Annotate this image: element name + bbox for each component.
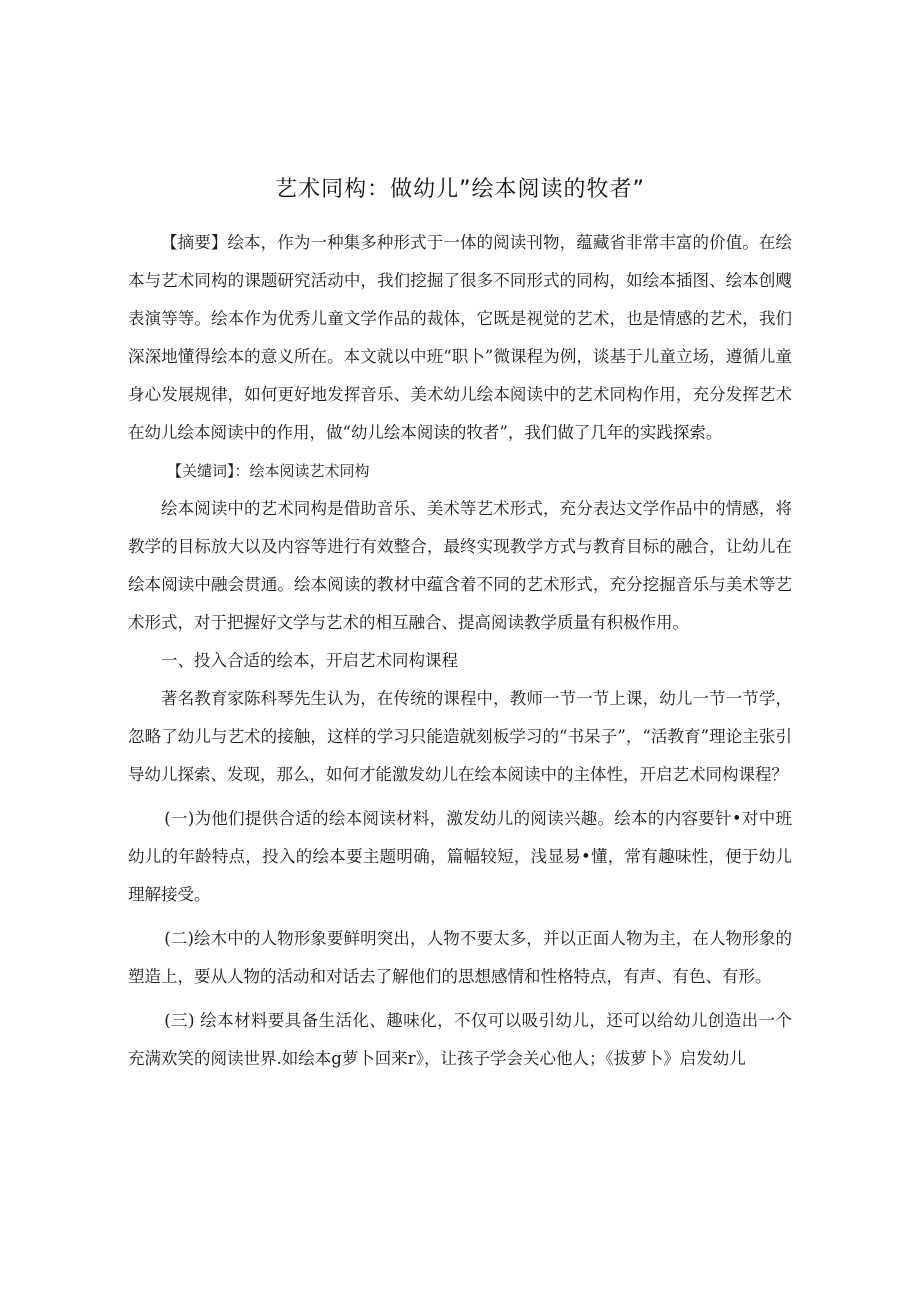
keywords-text: 绘本阅读艺术同构 [249,462,370,480]
abstract-label: 【摘要】 [161,233,228,252]
section-1-heading: 一、投入合适的绘本，开启艺术同构课程 [161,651,458,670]
section-1-item-3: (三) 绘本材料要具备生活化、趣味化，不仅可以吸引幼儿，还可以给幼儿创造出一个充满欢笑的阅读世界.如绘本g萝卜回来r》，让孩子学会关心他人；《拔萝卜》启发幼儿 [128,1011,792,1068]
keywords-paragraph [128,452,792,490]
abstract-paragraph [128,224,792,452]
section-1-paragraph: 著名教育家陈科琴先生认为，在传统的课程中，教师一节一节上课，幼儿一节一节学，忽略了幼儿与艺术的接触，这样的学习只能造就刻板学习的“书呆子”，“活教育”理论主张引导幼儿探索、发现，那么，如何才能激发幼儿在绘本阅读中的主体性，开启艺术同构课程？ [128,689,792,784]
document-body [128,224,792,1078]
keywords-label: 【关缱词】： [167,462,250,480]
abstract-text: 绘本，作为一种集多种形式于一体的阅读刊物，蕴藏省非常丰富的价值。在绘本与艺术同构的课题研究活动中，我们挖掘了很多不同形式的同构，如绘本插图、绘本创飕表演等等。绘本作为优秀儿童文学作品的裁体，它既是视觉的艺术，也是情感的艺术，我们深深地懂得绘本的意义所在。本文就以中班“职卜”微课程为例，谈基于儿童立场，遵循儿童身心发展规律，如何更好地发挥音乐、美术幼儿绘本阅读中的艺术同构作用，充分发挥艺术在幼儿绘本阅读中的作用，做“幼儿绘本阅读的牧者”，我们做了几年的实践探索。 [128,233,793,442]
intro-paragraph: 绘本阅读中的艺术同构是借助音乐、美术等艺术形式，充分表达文学作品中的情感，将教学的目标放大以及内容等进行有效整合，最终实现教学方式与教育目标的融合，让幼儿在绘本阅读中融会贯通。绘本阅读的教材中蕴含着不同的艺术形式，充分挖掘音乐与美术等艺术形式，对于把握好文学与艺术的相互融合、提高阅读教学质量有积极作用。 [128,499,792,632]
document-title: 艺术同构：做幼儿”绘本阅读的牧者” [275,177,645,202]
section-1-item-1: (一)为他们提供合适的绘本阅读材料，激发幼儿的阅读兴趣。绘本的内容要针•对中班幼儿的年龄特点，投入的绘本要主题明确，篇幅较短，浅显易•懂，常有趣味性，便于幼儿理解接受。 [128,809,792,904]
section-1-item-2: (二)绘木中的人物形象要鲜明突出，人物不要太多，并以正面人物为主，在人物形象的塑造上，要从人物的活动和对话去了解他们的思想感情和性格特点，有声、有色、有形。 [128,929,792,986]
